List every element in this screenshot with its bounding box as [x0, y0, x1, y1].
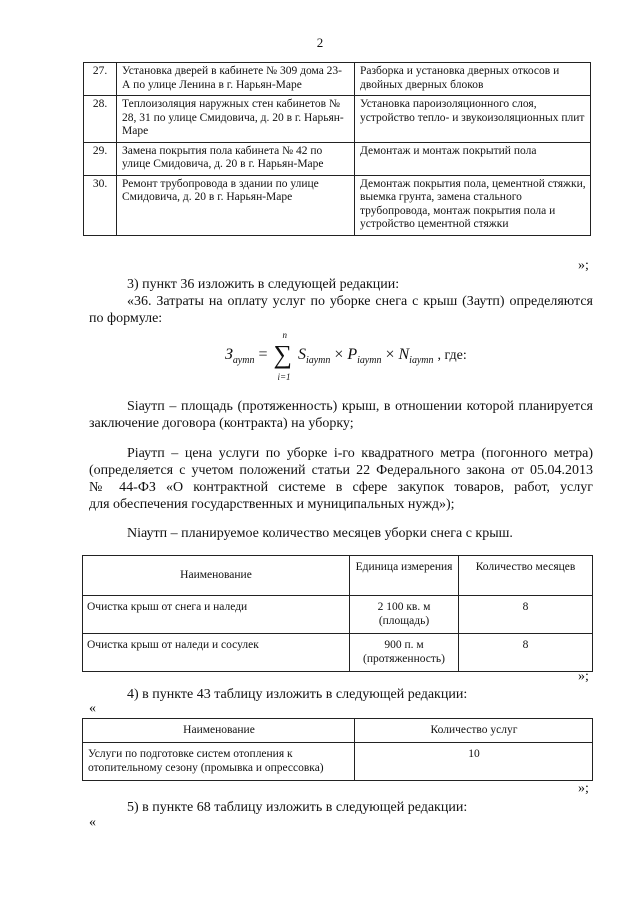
row-number: 28. — [84, 96, 117, 143]
para-36-line-1: «36. Затраты на оплату услуг по уборке снега с крыш (Заутп) определяются — [127, 294, 593, 309]
row-number: 30. — [84, 175, 117, 235]
formula-p: P — [347, 346, 358, 363]
works-cell: Разборка и установка дверных откосов и двойных дверных блоков — [355, 63, 591, 96]
table-row — [84, 142, 591, 175]
table-row — [84, 96, 591, 143]
formula-lhs: З — [225, 346, 233, 363]
table-row — [83, 634, 593, 672]
snow-table-closing: »; — [578, 669, 589, 684]
object-cell: Ремонт трубопровода в здании по улице Смидовича, д. 20 в г. Нарьян-Маре — [117, 175, 355, 235]
row-name: Очистка крыш от снега и наледи — [83, 596, 350, 634]
header-count: Количество услуг — [355, 719, 593, 743]
definition-s-line-1: Siаутп – площадь (протяженность) крыш, в отношении которой планируется — [127, 399, 593, 414]
definition-p-line-1: Piаутп – цена услуги по уборке i-го квадратного метра (погонного метра) — [127, 446, 593, 461]
sum-sign: ∑ n i=1 — [273, 330, 293, 382]
row-unit: 900 п. м (протяженность) — [350, 634, 459, 672]
row-number: 29. — [84, 142, 117, 175]
formula-s-sub: iаутп — [306, 355, 331, 367]
works-cell: Демонтаж и монтаж покрытий пола — [355, 142, 591, 175]
row-name: Очистка крыш от наледи и сосулек — [83, 634, 350, 672]
works-table — [83, 62, 591, 236]
row-unit: 2 100 кв. м (площадь) — [350, 596, 459, 634]
works-cell: Демонтаж покрытия пола, цементной стяжки, выемка грунта, замена стального трубопровода, монтаж покрытия пола и устройство цементной стяжки — [355, 175, 591, 235]
header-name: Наименование — [83, 719, 355, 743]
formula-s: S — [298, 346, 307, 363]
point-3-intro: 3) пункт 36 изложить в следующей редакции: — [127, 277, 400, 292]
sum-lower-limit: i=1 — [277, 372, 291, 382]
point-4-intro: 4) в пункте 43 таблицу изложить в следующей редакции: — [127, 687, 468, 702]
works-table-closing: »; — [578, 258, 589, 273]
definition-n-line-1: Niаутп – планируемое количество месяцев уборки снега с крыш. — [127, 526, 513, 541]
table-header-row — [83, 719, 593, 743]
table-header-row — [83, 556, 593, 596]
snow-cost-formula: $З_{аутп}$ = ∑ n i=1 $S_{iаутп} \times P_{iаутп} \times N_{iаутп}$ , где: — [225, 330, 467, 382]
row-months: 8 — [459, 596, 593, 634]
header-name: Наименование — [83, 556, 350, 596]
point-4-closing: »; — [578, 781, 589, 796]
definition-p-line-4: для обеспечения государственных и муниципальных нужд»); — [89, 497, 455, 512]
page-number: 2 — [316, 35, 324, 50]
point-4-open-quote: « — [89, 701, 96, 716]
formula-suffix: , где: — [437, 348, 467, 363]
object-cell: Замена покрытия пола кабинета № 42 по улице Смидовича, д. 20 в г. Нарьян-Маре — [117, 142, 355, 175]
formula-p-sub: iаутп — [357, 355, 382, 367]
para-36-line-2: по формуле: — [89, 311, 163, 326]
definition-s-line-2: заключение договора (контракта) на уборку; — [89, 416, 354, 431]
snow-removal-table — [82, 555, 593, 672]
point-5-open-quote: « — [89, 815, 96, 830]
definition-p-line-3: № 44-ФЗ «О контрактной системе в сфере закупок товаров, работ, услуг — [89, 480, 593, 495]
table-row — [83, 743, 593, 781]
row-count: 10 — [355, 743, 593, 781]
works-cell: Установка пароизоляционного слоя, устройство тепло- и звукоизоляционных плит — [355, 96, 591, 143]
header-months: Количество месяцев — [459, 556, 593, 596]
sum-upper-limit: n — [282, 330, 287, 340]
row-number: 27. — [84, 63, 117, 96]
object-cell: Теплоизоляция наружных стен кабинетов № 28, 31 по улице Смидовича, д. 20 в г. Нарьян-Маре — [117, 96, 355, 143]
formula-n: N — [398, 346, 410, 363]
formula-n-sub: iаутп — [409, 355, 434, 367]
formula-lhs-sub: аутп — [232, 355, 255, 367]
heating-services-table — [82, 718, 593, 781]
object-cell: Установка дверей в кабинете № 309 дома 23-А по улице Ленина в г. Нарьян-Маре — [117, 63, 355, 96]
table-row — [83, 596, 593, 634]
table-row — [84, 175, 591, 235]
point-5-intro: 5) в пункте 68 таблицу изложить в следующей редакции: — [127, 800, 468, 815]
row-months: 8 — [459, 634, 593, 672]
header-unit: Единица измерения — [350, 556, 459, 596]
definition-p-line-2: (определяется с учетом положений статьи 22 Федерального закона от 05.04.2013 — [89, 463, 593, 478]
row-name: Услуги по подготовке систем отопления к отопительному сезону (промывка и опрессовка) — [83, 743, 355, 781]
table-row — [84, 63, 591, 96]
